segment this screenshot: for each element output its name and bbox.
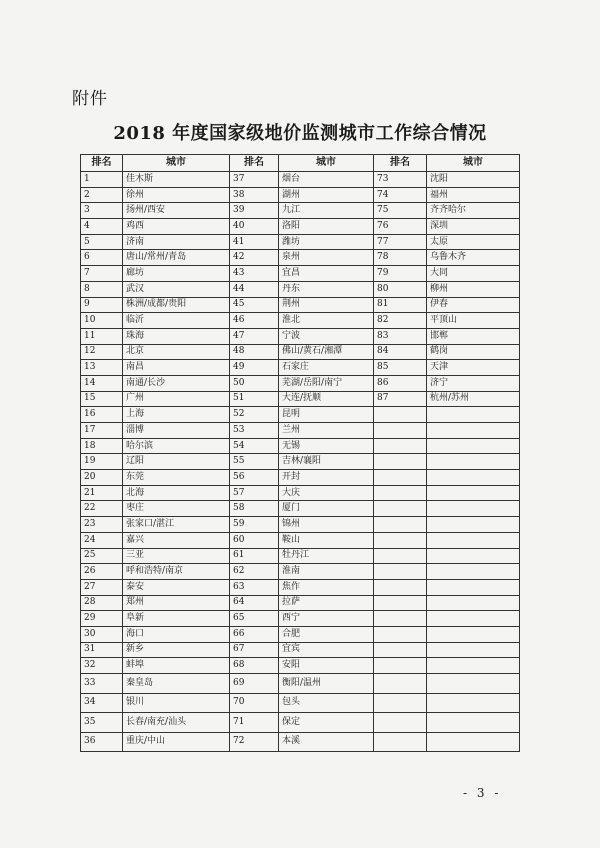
rank-cell: 3 — [81, 203, 123, 219]
rank-cell: 5 — [81, 234, 123, 250]
rank-cell: 18 — [81, 438, 123, 454]
table-row — [81, 266, 520, 282]
rank-cell: 79 — [374, 266, 427, 282]
rank-cell: 2 — [81, 187, 123, 203]
city-cell: 淮北 — [279, 313, 374, 329]
rank-cell: 33 — [81, 674, 123, 694]
rank-cell: 6 — [81, 250, 123, 266]
rank-cell: 64 — [230, 595, 279, 611]
table-row — [81, 328, 520, 344]
city-cell: 鞍山 — [279, 532, 374, 548]
city-cell: 宜宾 — [279, 642, 374, 658]
rank-cell — [374, 732, 427, 752]
city-cell: 柳州 — [427, 281, 520, 297]
rank-cell: 55 — [230, 454, 279, 470]
city-cell: 秦皇岛 — [123, 674, 230, 694]
rank-cell: 45 — [230, 297, 279, 313]
rank-cell: 83 — [374, 328, 427, 344]
city-cell: 廊坊 — [123, 266, 230, 282]
rank-cell: 26 — [81, 564, 123, 580]
city-cell — [427, 642, 520, 658]
city-cell — [427, 595, 520, 611]
city-cell: 重庆/中山 — [123, 732, 230, 752]
city-cell — [427, 564, 520, 580]
rank-cell — [374, 611, 427, 627]
table-row — [81, 532, 520, 548]
header-rank-2: 排名 — [230, 155, 279, 172]
table-row — [81, 234, 520, 250]
city-cell — [427, 626, 520, 642]
city-cell — [427, 438, 520, 454]
city-cell: 石家庄 — [279, 360, 374, 376]
city-cell: 徐州 — [123, 187, 230, 203]
city-cell: 株洲/成都/贵阳 — [123, 297, 230, 313]
rank-cell — [374, 658, 427, 674]
rank-cell: 51 — [230, 391, 279, 407]
table-row — [81, 438, 520, 454]
table-row — [81, 501, 520, 517]
rank-cell: 13 — [81, 360, 123, 376]
rank-cell: 41 — [230, 234, 279, 250]
rank-cell: 1 — [81, 172, 123, 188]
rank-cell: 65 — [230, 611, 279, 627]
rank-cell: 58 — [230, 501, 279, 517]
city-cell: 佳木斯 — [123, 172, 230, 188]
city-cell: 张家口/湛江 — [123, 517, 230, 533]
rank-cell: 80 — [374, 281, 427, 297]
table-row — [81, 517, 520, 533]
city-cell: 南通/长沙 — [123, 375, 230, 391]
city-cell: 东莞 — [123, 470, 230, 486]
rank-cell — [374, 693, 427, 713]
rank-cell: 17 — [81, 423, 123, 439]
city-cell: 临沂 — [123, 313, 230, 329]
city-cell: 南昌 — [123, 360, 230, 376]
city-cell: 厦门 — [279, 501, 374, 517]
rank-cell: 61 — [230, 548, 279, 564]
city-cell: 济南 — [123, 234, 230, 250]
rank-cell: 78 — [374, 250, 427, 266]
rank-cell: 74 — [374, 187, 427, 203]
rank-cell: 29 — [81, 611, 123, 627]
rank-cell: 35 — [81, 713, 123, 733]
city-cell — [427, 485, 520, 501]
rank-cell: 24 — [81, 532, 123, 548]
city-cell: 长春/南充/汕头 — [123, 713, 230, 733]
city-cell: 淄博 — [123, 423, 230, 439]
table-row — [81, 297, 520, 313]
city-cell: 嘉兴 — [123, 532, 230, 548]
rank-cell: 57 — [230, 485, 279, 501]
rank-cell: 22 — [81, 501, 123, 517]
rank-cell: 66 — [230, 626, 279, 642]
city-cell: 辽阳 — [123, 454, 230, 470]
city-cell: 天津 — [427, 360, 520, 376]
rank-cell: 81 — [374, 297, 427, 313]
rank-cell: 70 — [230, 693, 279, 713]
city-cell: 西宁 — [279, 611, 374, 627]
city-cell: 海口 — [123, 626, 230, 642]
city-cell: 伊春 — [427, 297, 520, 313]
rank-cell: 72 — [230, 732, 279, 752]
rank-cell: 87 — [374, 391, 427, 407]
city-cell: 杭州/苏州 — [427, 391, 520, 407]
table-row — [81, 548, 520, 564]
document-title: 2018 年度国家级地价监测城市工作综合情况 — [113, 123, 487, 144]
rank-cell: 36 — [81, 732, 123, 752]
rank-cell: 56 — [230, 470, 279, 486]
city-cell: 洛阳 — [279, 219, 374, 235]
table-row — [81, 579, 520, 595]
city-cell — [427, 532, 520, 548]
rank-cell — [374, 438, 427, 454]
table-row — [81, 470, 520, 486]
rank-cell — [374, 423, 427, 439]
rank-cell: 59 — [230, 517, 279, 533]
rank-cell: 12 — [81, 344, 123, 360]
table-row — [81, 187, 520, 203]
rank-cell: 31 — [81, 642, 123, 658]
city-cell: 北京 — [123, 344, 230, 360]
rank-cell: 49 — [230, 360, 279, 376]
city-cell: 安阳 — [279, 658, 374, 674]
rank-cell: 82 — [374, 313, 427, 329]
table-row — [81, 642, 520, 658]
city-cell: 芜湖/岳阳/南宁 — [279, 375, 374, 391]
city-cell: 九江 — [279, 203, 374, 219]
rank-cell — [374, 674, 427, 694]
rank-cell: 34 — [81, 693, 123, 713]
city-cell: 昆明 — [279, 407, 374, 423]
table-row — [81, 485, 520, 501]
city-cell: 兰州 — [279, 423, 374, 439]
city-cell: 济宁 — [427, 375, 520, 391]
rank-cell: 38 — [230, 187, 279, 203]
rank-cell: 84 — [374, 344, 427, 360]
rank-cell — [374, 470, 427, 486]
city-cell: 平顶山 — [427, 313, 520, 329]
city-cell: 北海 — [123, 485, 230, 501]
rank-cell — [374, 564, 427, 580]
header-rank-3: 排名 — [374, 155, 427, 172]
rank-cell: 62 — [230, 564, 279, 580]
rank-cell: 15 — [81, 391, 123, 407]
city-cell: 唐山/常州/青岛 — [123, 250, 230, 266]
city-cell: 枣庄 — [123, 501, 230, 517]
rank-cell: 37 — [230, 172, 279, 188]
rank-cell — [374, 595, 427, 611]
rank-cell: 11 — [81, 328, 123, 344]
rank-cell: 71 — [230, 713, 279, 733]
rank-cell: 53 — [230, 423, 279, 439]
city-cell: 泉州 — [279, 250, 374, 266]
table-row — [81, 564, 520, 580]
header-city-3: 城市 — [427, 155, 520, 172]
city-cell: 邯郸 — [427, 328, 520, 344]
rank-cell: 46 — [230, 313, 279, 329]
city-cell: 潍坊 — [279, 234, 374, 250]
table-row — [81, 407, 520, 423]
city-cell: 广州 — [123, 391, 230, 407]
rank-cell — [374, 548, 427, 564]
city-cell: 哈尔滨 — [123, 438, 230, 454]
rank-cell: 86 — [374, 375, 427, 391]
rank-cell: 54 — [230, 438, 279, 454]
table-row — [81, 674, 520, 694]
city-cell — [427, 713, 520, 733]
rank-cell: 27 — [81, 579, 123, 595]
city-cell — [427, 611, 520, 627]
rank-cell: 48 — [230, 344, 279, 360]
city-cell: 丹东 — [279, 281, 374, 297]
city-cell: 淮南 — [279, 564, 374, 580]
city-cell: 佛山/黄石/湘潭 — [279, 344, 374, 360]
rank-cell: 14 — [81, 375, 123, 391]
rank-cell: 60 — [230, 532, 279, 548]
rank-cell: 52 — [230, 407, 279, 423]
rank-cell — [374, 485, 427, 501]
city-cell: 蚌埠 — [123, 658, 230, 674]
table-row — [81, 313, 520, 329]
city-cell: 牡丹江 — [279, 548, 374, 564]
rank-cell: 9 — [81, 297, 123, 313]
city-cell — [427, 579, 520, 595]
rank-cell: 50 — [230, 375, 279, 391]
table-row — [81, 360, 520, 376]
rank-cell: 21 — [81, 485, 123, 501]
rank-cell: 39 — [230, 203, 279, 219]
table-row — [81, 391, 520, 407]
city-cell: 乌鲁木齐 — [427, 250, 520, 266]
rank-cell: 73 — [374, 172, 427, 188]
rank-cell: 67 — [230, 642, 279, 658]
rank-cell: 16 — [81, 407, 123, 423]
rank-cell: 30 — [81, 626, 123, 642]
rank-cell: 20 — [81, 470, 123, 486]
city-cell: 齐齐哈尔 — [427, 203, 520, 219]
city-cell — [427, 501, 520, 517]
table-row — [81, 713, 520, 733]
city-cell: 银川 — [123, 693, 230, 713]
city-cell: 鸡西 — [123, 219, 230, 235]
table-row — [81, 250, 520, 266]
rank-cell — [374, 642, 427, 658]
table-row — [81, 611, 520, 627]
city-cell: 三亚 — [123, 548, 230, 564]
city-cell: 荆州 — [279, 297, 374, 313]
rank-cell — [374, 517, 427, 533]
city-cell: 太原 — [427, 234, 520, 250]
rank-cell: 85 — [374, 360, 427, 376]
table-row — [81, 423, 520, 439]
city-cell: 鹤岗 — [427, 344, 520, 360]
rank-cell: 32 — [81, 658, 123, 674]
city-cell: 保定 — [279, 713, 374, 733]
table-row — [81, 203, 520, 219]
table-row — [81, 375, 520, 391]
city-cell: 本溪 — [279, 732, 374, 752]
table-row — [81, 454, 520, 470]
city-cell: 郑州 — [123, 595, 230, 611]
city-cell: 深圳 — [427, 219, 520, 235]
city-cell — [427, 423, 520, 439]
rank-cell — [374, 626, 427, 642]
city-cell: 珠海 — [123, 328, 230, 344]
city-cell — [427, 548, 520, 564]
table-row — [81, 344, 520, 360]
rank-cell: 10 — [81, 313, 123, 329]
rank-cell: 8 — [81, 281, 123, 297]
rank-cell: 75 — [374, 203, 427, 219]
rank-cell: 23 — [81, 517, 123, 533]
city-cell: 泰安 — [123, 579, 230, 595]
city-cell: 武汉 — [123, 281, 230, 297]
header-city-1: 城市 — [123, 155, 230, 172]
attachment-label: 附件 — [72, 89, 108, 109]
city-cell — [427, 470, 520, 486]
table-row — [81, 595, 520, 611]
rank-cell: 40 — [230, 219, 279, 235]
city-cell: 合肥 — [279, 626, 374, 642]
city-cell — [427, 658, 520, 674]
rank-cell — [374, 501, 427, 517]
city-cell: 福州 — [427, 187, 520, 203]
city-cell — [427, 732, 520, 752]
city-cell: 开封 — [279, 470, 374, 486]
city-cell: 呼和浩特/南京 — [123, 564, 230, 580]
city-cell — [427, 407, 520, 423]
rank-cell: 25 — [81, 548, 123, 564]
city-cell: 包头 — [279, 693, 374, 713]
city-cell — [427, 454, 520, 470]
header-rank-1: 排名 — [81, 155, 123, 172]
city-cell: 锦州 — [279, 517, 374, 533]
header-city-2: 城市 — [279, 155, 374, 172]
city-cell: 沈阳 — [427, 172, 520, 188]
rank-cell: 69 — [230, 674, 279, 694]
city-cell: 扬州/西安 — [123, 203, 230, 219]
rank-cell: 68 — [230, 658, 279, 674]
city-cell: 焦作 — [279, 579, 374, 595]
rank-cell — [374, 407, 427, 423]
table-row — [81, 172, 520, 188]
city-cell — [427, 674, 520, 694]
rank-cell: 43 — [230, 266, 279, 282]
city-cell: 烟台 — [279, 172, 374, 188]
city-cell: 湖州 — [279, 187, 374, 203]
city-cell: 大连/抚顺 — [279, 391, 374, 407]
city-cell: 宜昌 — [279, 266, 374, 282]
city-cell: 大同 — [427, 266, 520, 282]
city-cell: 吉林/襄阳 — [279, 454, 374, 470]
rank-cell: 44 — [230, 281, 279, 297]
rank-cell: 76 — [374, 219, 427, 235]
rank-cell — [374, 532, 427, 548]
city-cell: 拉萨 — [279, 595, 374, 611]
city-cell: 无锡 — [279, 438, 374, 454]
table-row — [81, 732, 520, 752]
table-row — [81, 219, 520, 235]
table-row — [81, 626, 520, 642]
city-cell: 大庆 — [279, 485, 374, 501]
table-header-row — [81, 155, 520, 172]
table-body — [81, 172, 520, 752]
city-cell: 上海 — [123, 407, 230, 423]
rank-cell: 19 — [81, 454, 123, 470]
rank-cell: 47 — [230, 328, 279, 344]
table-row — [81, 693, 520, 713]
rank-cell: 42 — [230, 250, 279, 266]
city-cell: 衡阳/温州 — [279, 674, 374, 694]
rank-cell: 63 — [230, 579, 279, 595]
rank-cell — [374, 713, 427, 733]
city-cell: 阜新 — [123, 611, 230, 627]
page-number: - 3 - — [463, 786, 502, 800]
rank-cell: 7 — [81, 266, 123, 282]
city-cell — [427, 517, 520, 533]
rank-cell: 77 — [374, 234, 427, 250]
ranking-table — [80, 154, 520, 752]
city-cell: 宁波 — [279, 328, 374, 344]
rank-cell — [374, 454, 427, 470]
rank-cell: 28 — [81, 595, 123, 611]
table-row — [81, 658, 520, 674]
rank-cell — [374, 579, 427, 595]
city-cell: 新乡 — [123, 642, 230, 658]
table-row — [81, 281, 520, 297]
city-cell — [427, 693, 520, 713]
rank-cell: 4 — [81, 219, 123, 235]
